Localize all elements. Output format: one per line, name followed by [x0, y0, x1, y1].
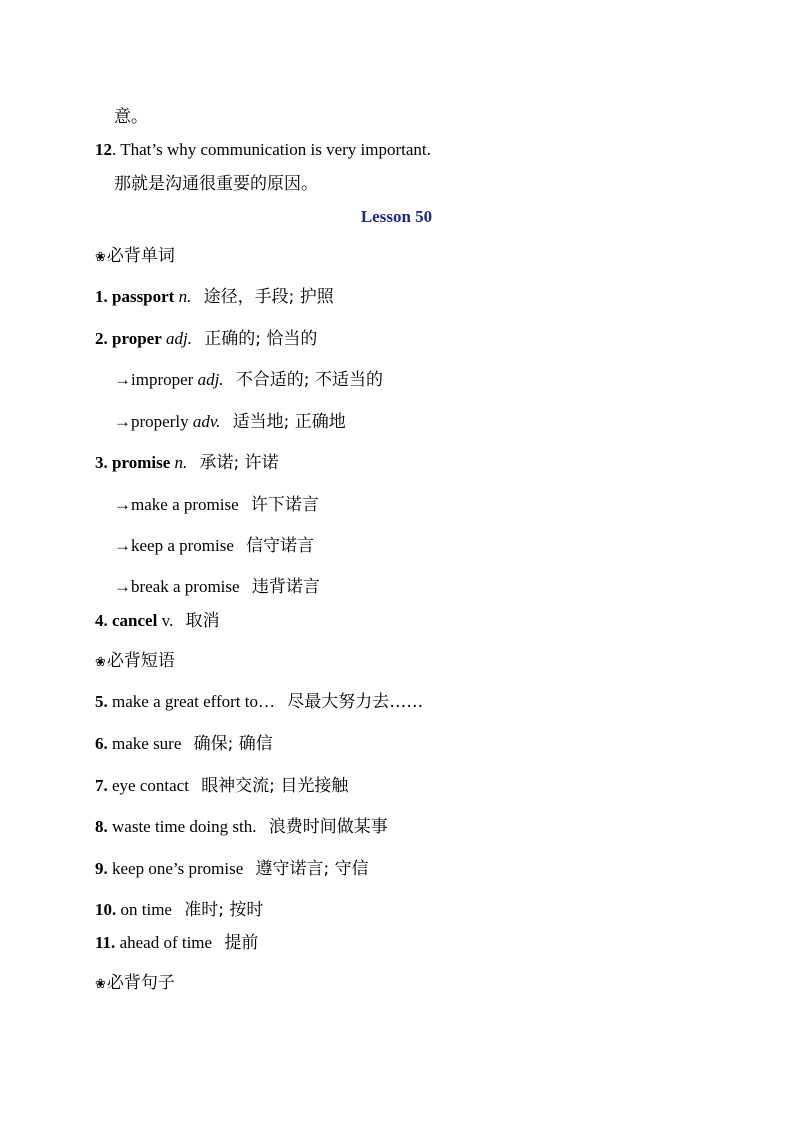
- word-meaning: 信守诺言: [246, 536, 315, 556]
- sentence-12: 12. That’s why communication is very important.: [95, 140, 431, 159]
- phrase-meaning: 尽最大努力去……: [287, 692, 424, 712]
- derivative-term: properly: [131, 412, 189, 431]
- item-number: 7.: [95, 776, 108, 795]
- phrase-english: make sure: [112, 734, 182, 753]
- item-number: 3.: [95, 453, 108, 472]
- sentence-chinese: 那就是沟通很重要的原因。: [114, 174, 318, 194]
- word-derivative: [114, 576, 320, 598]
- arrow-icon: →: [114, 412, 131, 431]
- phrase-meaning: 提前: [224, 933, 259, 953]
- item-number: 6.: [95, 734, 108, 753]
- word-pos: v.: [161, 611, 174, 630]
- item-number: 8.: [95, 817, 108, 836]
- word-term: passport: [112, 287, 175, 306]
- derivative-term: make a promise: [131, 495, 239, 514]
- intro-tail-text: 意。: [114, 107, 148, 127]
- phrase-meaning: 眼神交流; 目光接触: [201, 776, 349, 796]
- arrow-icon: →: [114, 536, 131, 555]
- phrase-meaning: 准时; 按时: [184, 900, 264, 920]
- word-derivative: [114, 535, 314, 557]
- flower-icon: ❀: [95, 655, 106, 670]
- word-meaning: 途径，手段; 护照: [203, 287, 334, 307]
- word-derivative: [114, 494, 319, 516]
- section-title: 必背短语: [106, 651, 175, 671]
- word-meaning: 违背诺言: [251, 577, 320, 597]
- phrase-meaning: 遵守诺言; 守信: [255, 859, 369, 879]
- word-pos: n.: [174, 453, 188, 472]
- item-number: 9.: [95, 859, 108, 878]
- word-term: cancel: [112, 611, 158, 630]
- arrow-icon: →: [114, 370, 131, 389]
- phrase-english: on time: [120, 900, 172, 919]
- flower-icon: ❀: [95, 977, 106, 992]
- lesson-title: Lesson 50: [360, 207, 433, 226]
- phrase-item: [95, 932, 258, 954]
- word-meaning: 正确的; 恰当的: [204, 329, 318, 349]
- word-pos: n.: [178, 287, 192, 306]
- item-number: 10.: [95, 900, 117, 919]
- item-number: 11.: [95, 933, 116, 952]
- phrase-meaning: 浪费时间做某事: [268, 817, 388, 837]
- phrase-item: [95, 691, 423, 713]
- item-number: 2.: [95, 329, 108, 348]
- flower-icon: ❀: [95, 250, 106, 265]
- word-term: promise: [112, 453, 171, 472]
- word-meaning: 许下诺言: [250, 495, 319, 515]
- word-meaning: 承诺; 许诺: [199, 453, 279, 473]
- section-heading-sentences: [95, 968, 175, 993]
- phrase-english: make a great effort to…: [112, 692, 276, 711]
- sentence-number: 12: [95, 140, 112, 159]
- word-item: [95, 610, 219, 632]
- derivative-term: break a promise: [131, 577, 240, 596]
- section-heading-words: [95, 241, 175, 266]
- derivative-term: keep a promise: [131, 536, 234, 555]
- phrase-english: eye contact: [112, 776, 189, 795]
- phrase-meaning: 确保; 确信: [193, 734, 273, 754]
- phrase-item: [95, 899, 263, 921]
- word-meaning: 取消: [185, 611, 220, 631]
- word-item: [95, 328, 317, 350]
- phrase-item: [95, 816, 388, 838]
- phrase-english: keep one’s promise: [112, 859, 244, 878]
- item-number: 5.: [95, 692, 108, 711]
- word-pos: adj.: [197, 370, 224, 389]
- word-derivative: [114, 411, 346, 433]
- section-title: 必背单词: [106, 246, 175, 266]
- item-number: 1.: [95, 287, 108, 306]
- word-item: [95, 452, 279, 474]
- word-term: proper: [112, 329, 162, 348]
- phrase-item: [95, 858, 369, 880]
- arrow-icon: →: [114, 495, 131, 514]
- derivative-term: improper: [131, 370, 194, 389]
- phrase-item: [95, 775, 348, 797]
- phrase-item: [95, 733, 273, 755]
- word-item: [95, 286, 334, 308]
- item-number: 4.: [95, 611, 108, 630]
- word-derivative: [114, 369, 383, 391]
- section-heading-phrases: [95, 646, 175, 671]
- section-title: 必背句子: [106, 973, 175, 993]
- word-pos: adj.: [166, 329, 192, 348]
- sentence-english: That’s why communication is very important.: [120, 140, 431, 159]
- word-pos: adv.: [192, 412, 221, 431]
- arrow-icon: →: [114, 577, 131, 596]
- word-meaning: 不合适的; 不适当的: [235, 370, 383, 390]
- phrase-english: waste time doing sth.: [112, 817, 257, 836]
- phrase-english: ahead of time: [119, 933, 213, 952]
- word-meaning: 适当地; 正确地: [232, 412, 346, 432]
